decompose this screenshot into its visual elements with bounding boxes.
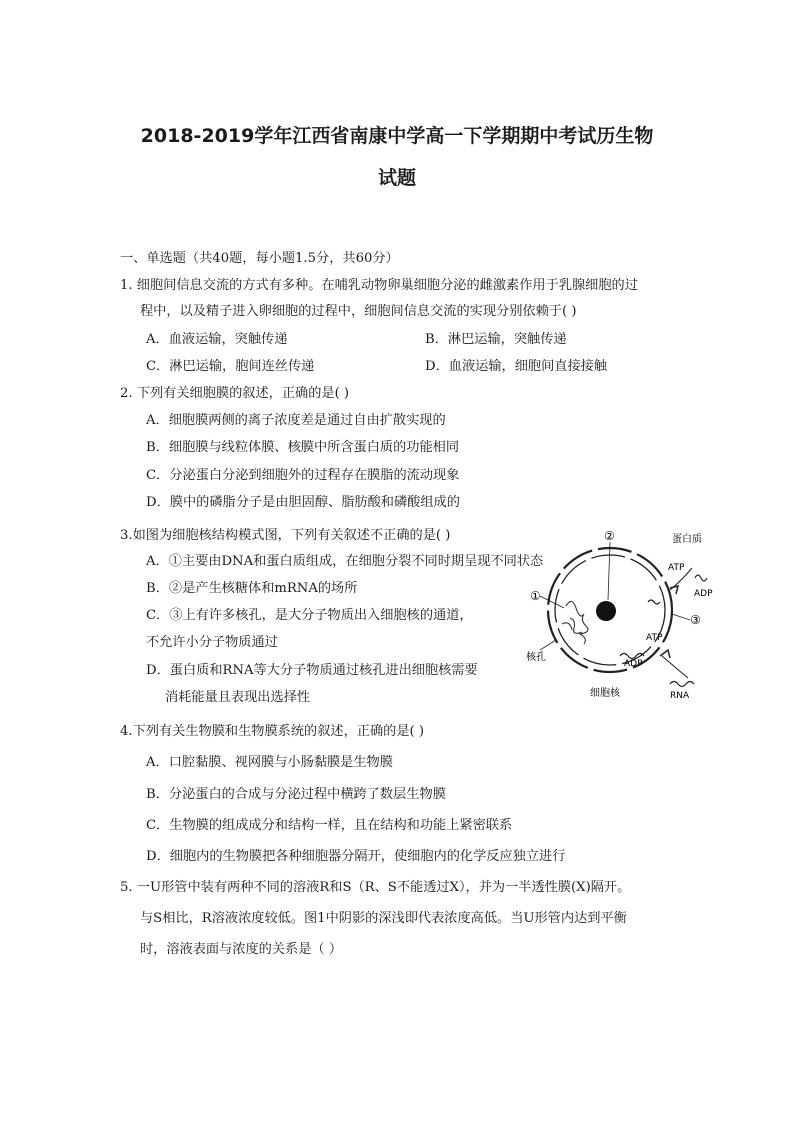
q1-option-a: A．血液运输，突触传递 [146,332,288,347]
exam-title-line-2: 试题 [377,167,416,189]
q2-option-b: B．细胞膜与线粒体膜、核膜中所含蛋白质的功能相同 [146,440,460,455]
q3-option-d: D．蛋白质和RNA等大分子物质通过核孔进出细胞核需要 [146,663,478,678]
q1-option-d: D．血液运输，细胞间直接接触 [425,359,608,374]
q3-option-c-cont: 不允许小分子物质通过 [146,635,278,650]
fig-label-protein: 蛋白质 [672,534,702,545]
q5-stem-line-3: 时，溶液表面与浓度的关系是（ ） [140,942,343,957]
exam-title-line-1: 2018-2019学年江西省南康中学高一下学期期中考试历生物 [140,125,654,147]
q3-stem: 3.如图为细胞核结构模式图，下列有关叙述不正确的是( ) [120,528,451,543]
q1-stem-line-2: 程中，以及精子进入卵细胞的过程中，细胞间信息交流的实现分别依赖于( ) [140,304,577,319]
fig-label-adp-top: ADP [694,589,713,599]
q4-option-a: A．口腔黏膜、视网膜与小肠黏膜是生物膜 [146,755,393,770]
fig-label-1: ① [530,589,541,603]
q2-stem: 2. 下列有关细胞膜的叙述，正确的是( ) [120,386,350,401]
fig-label-pore: 核孔 [526,652,546,663]
fig-label-3: ③ [690,613,701,627]
q3-option-a: A．①主要由DNA和蛋白质组成，在细胞分裂不同时期呈现不同状态 [146,554,544,569]
q4-option-d: D．细胞内的生物膜把各种细胞器分隔开，使细胞内的化学反应独立进行 [146,849,566,864]
q2-option-a: A．细胞膜两侧的离子浓度差是通过自由扩散实现的 [146,413,446,428]
nucleus-diagram [520,528,720,713]
fig-label-adp-bottom: ADP [624,659,643,669]
section-heading: 一、单选题（共40题，每小题1.5分，共60分） [120,251,399,266]
q3-option-b: B．②是产生核糖体和mRNA的场所 [146,581,358,596]
q1-option-b: B．淋巴运输，突触传递 [425,332,567,347]
fig-label-atp-top: ATP [668,563,685,573]
q1-stem-line-1: 1. 细胞间信息交流的方式有多种。在哺乳动物卵巢细胞分泌的雌激素作用于乳腺细胞的过 [120,278,638,293]
fig-label-rna: RNA [670,691,690,701]
q5-stem-line-2: 与S相比，R溶液浓度较低。图1中阴影的深浅即代表浓度高低。当U形管内达到平衡 [140,911,627,926]
q5-stem-line-1: 5. 一U形管中装有两种不同的溶液R和S（R、S不能透过X），并为一半透性膜(X)隔开。 [120,880,631,895]
q1-option-c: C．淋巴运输，胞间连丝传递 [146,359,315,374]
q2-option-c: C．分泌蛋白分泌到细胞外的过程存在膜脂的流动现象 [146,468,460,483]
q4-stem: 4.下列有关生物膜和生物膜系统的叙述，正确的是( ) [120,724,424,739]
q4-option-c: C．生物膜的组成成分和结构一样，且在结构和功能上紧密联系 [146,818,513,833]
q4-option-b: B．分泌蛋白的合成与分泌过程中横跨了数层生物膜 [146,787,446,802]
q2-option-d: D．膜中的磷脂分子是由胆固醇、脂肪酸和磷酸组成的 [146,495,460,510]
fig-label-nucleus: 细胞核 [590,688,620,699]
q3-option-d-cont: 消耗能量且表现出选择性 [165,690,311,705]
q3-option-c: C．③上有许多核孔，是大分子物质出入细胞核的通道， [146,608,473,623]
fig-label-2: ② [604,529,615,543]
fig-label-atp-bottom: ATP [646,633,663,643]
